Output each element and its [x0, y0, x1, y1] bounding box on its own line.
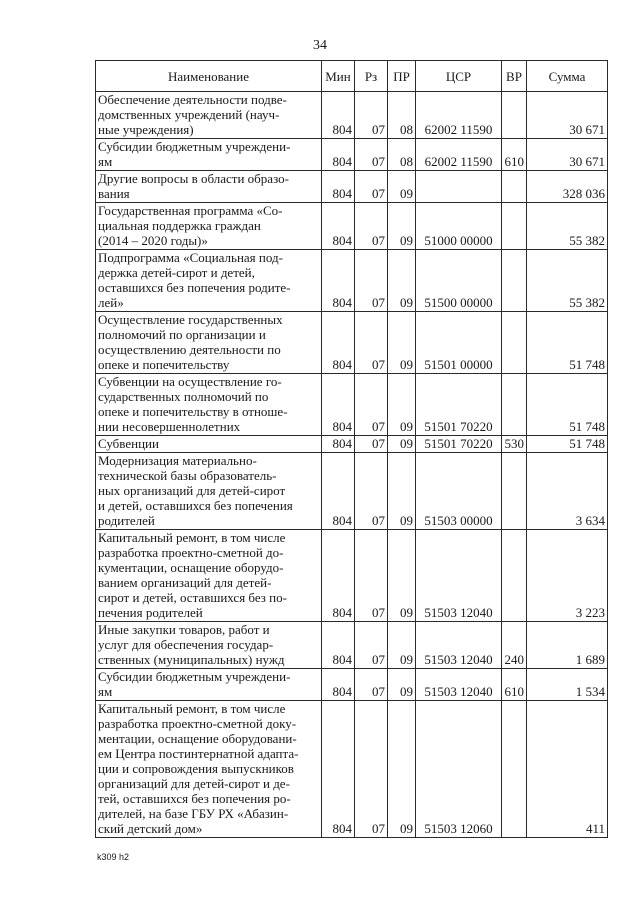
cell-pr: 09: [388, 530, 416, 622]
cell-vr: 240: [502, 622, 527, 669]
cell-vr: [502, 530, 527, 622]
cell-rz: 07: [355, 203, 388, 250]
cell-csr: 51501 70220: [416, 436, 502, 453]
header-pr: ПР: [388, 61, 416, 92]
table-row: [96, 171, 608, 203]
cell-csr: 51503 12040: [416, 530, 502, 622]
header-rz: Рз: [355, 61, 388, 92]
cell-pr: 09: [388, 374, 416, 436]
cell-sum: 51 748: [527, 436, 608, 453]
header-vr: ВР: [502, 61, 527, 92]
cell-csr: 62002 11590: [416, 92, 502, 139]
cell-name: Субвенции: [96, 436, 322, 453]
cell-rz: 07: [355, 530, 388, 622]
cell-vr: 610: [502, 139, 527, 171]
table-row: [96, 203, 608, 250]
table-row: [96, 312, 608, 374]
cell-min: 804: [322, 374, 355, 436]
table-row: [96, 139, 608, 171]
budget-table: [95, 60, 608, 838]
cell-pr: 08: [388, 139, 416, 171]
cell-csr: 51503 12060: [416, 701, 502, 838]
cell-rz: 07: [355, 622, 388, 669]
cell-vr: [502, 701, 527, 838]
cell-name: Субвенции на осуществление го- сударственных полномочий по опеке и попечительству в отноше- нии несовершеннолетних: [96, 374, 322, 436]
table-row: [96, 530, 608, 622]
cell-min: 804: [322, 203, 355, 250]
cell-csr: 51000 00000: [416, 203, 502, 250]
cell-min: 804: [322, 622, 355, 669]
header-name: Наименование: [96, 61, 322, 92]
cell-min: 804: [322, 669, 355, 701]
cell-csr: 51503 12040: [416, 669, 502, 701]
table-header-row: [96, 61, 608, 92]
cell-min: 804: [322, 530, 355, 622]
header-sum: Сумма: [527, 61, 608, 92]
cell-vr: 530: [502, 436, 527, 453]
cell-csr: 51503 12040: [416, 622, 502, 669]
cell-sum: 328 036: [527, 171, 608, 203]
cell-pr: 09: [388, 622, 416, 669]
cell-name: Субсидии бюджетным учреждени- ям: [96, 669, 322, 701]
cell-vr: [502, 250, 527, 312]
header-csr: ЦСР: [416, 61, 502, 92]
cell-sum: 51 748: [527, 312, 608, 374]
cell-pr: 09: [388, 669, 416, 701]
cell-vr: [502, 453, 527, 530]
cell-min: 804: [322, 453, 355, 530]
cell-name: Модернизация материально- технической базы образователь- ных организаций для детей-сирот и детей, оставшихся без попечения родителей: [96, 453, 322, 530]
cell-vr: [502, 374, 527, 436]
cell-min: 804: [322, 250, 355, 312]
cell-sum: 30 671: [527, 139, 608, 171]
cell-name: Государственная программа «Со- циальная поддержка граждан (2014 – 2020 годы)»: [96, 203, 322, 250]
cell-csr: 51500 00000: [416, 250, 502, 312]
cell-sum: 30 671: [527, 92, 608, 139]
cell-pr: 09: [388, 453, 416, 530]
cell-csr: 51503 00000: [416, 453, 502, 530]
cell-min: 804: [322, 139, 355, 171]
cell-min: 804: [322, 701, 355, 838]
cell-pr: 09: [388, 203, 416, 250]
cell-pr: 09: [388, 312, 416, 374]
cell-name: Иные закупки товаров, работ и услуг для обеспечения государ- ственных (муниципальных) нужд: [96, 622, 322, 669]
cell-pr: 09: [388, 171, 416, 203]
cell-rz: 07: [355, 92, 388, 139]
cell-min: 804: [322, 436, 355, 453]
cell-sum: 51 748: [527, 374, 608, 436]
cell-name: Осуществление государственных полномочий по организации и осуществлению деятельности по опеке и попечительству: [96, 312, 322, 374]
cell-rz: 07: [355, 374, 388, 436]
cell-name: Другие вопросы в области образо- вания: [96, 171, 322, 203]
cell-csr: [416, 171, 502, 203]
table-body: [96, 92, 608, 838]
cell-sum: 55 382: [527, 203, 608, 250]
cell-rz: 07: [355, 312, 388, 374]
cell-sum: 3 634: [527, 453, 608, 530]
footer-code: k309 h2: [97, 852, 130, 862]
table-row: [96, 669, 608, 701]
table-row: [96, 374, 608, 436]
table-row: [96, 436, 608, 453]
header-min: Мин: [322, 61, 355, 92]
table-row: [96, 250, 608, 312]
cell-name: Обеспечение деятельности подве- домственных учреждений (науч- ные учреждения): [96, 92, 322, 139]
cell-sum: 1 689: [527, 622, 608, 669]
table-row: [96, 701, 608, 838]
cell-name: Капитальный ремонт, в том числе разработка проектно-сметной до- кументации, оснащение оборудо- ванием организаций для детей- сирот и детей, оставшихся без по- печения родителей: [96, 530, 322, 622]
cell-rz: 07: [355, 171, 388, 203]
cell-sum: 1 534: [527, 669, 608, 701]
cell-sum: 3 223: [527, 530, 608, 622]
table-row: [96, 453, 608, 530]
cell-min: 804: [322, 92, 355, 139]
cell-rz: 07: [355, 669, 388, 701]
cell-rz: 07: [355, 436, 388, 453]
cell-min: 804: [322, 312, 355, 374]
cell-rz: 07: [355, 453, 388, 530]
cell-rz: 07: [355, 250, 388, 312]
cell-vr: [502, 171, 527, 203]
table-row: [96, 92, 608, 139]
cell-csr: 51501 00000: [416, 312, 502, 374]
page-number: 34: [313, 38, 327, 53]
cell-min: 804: [322, 171, 355, 203]
cell-pr: 09: [388, 436, 416, 453]
cell-sum: 411: [527, 701, 608, 838]
cell-pr: 09: [388, 701, 416, 838]
table-row: [96, 622, 608, 669]
cell-rz: 07: [355, 701, 388, 838]
cell-vr: [502, 92, 527, 139]
cell-vr: [502, 203, 527, 250]
cell-csr: 62002 11590: [416, 139, 502, 171]
cell-name: Капитальный ремонт, в том числе разработка проектно-сметной доку- ментации, оснащение оборудовани- ем Центра постинтернатной адапта- ции и сопровождения выпускников организаций для детей-сирот и де- тей, оставшихся без попечения ро- дителей, на базе ГБУ РХ «Абазин- ский детский дом»: [96, 701, 322, 838]
cell-csr: 51501 70220: [416, 374, 502, 436]
cell-vr: [502, 312, 527, 374]
cell-vr: 610: [502, 669, 527, 701]
cell-pr: 08: [388, 92, 416, 139]
cell-name: Субсидии бюджетным учреждени- ям: [96, 139, 322, 171]
cell-pr: 09: [388, 250, 416, 312]
cell-sum: 55 382: [527, 250, 608, 312]
cell-name: Подпрограмма «Социальная под- держка детей-сирот и детей, оставшихся без попечения родите- лей»: [96, 250, 322, 312]
cell-rz: 07: [355, 139, 388, 171]
